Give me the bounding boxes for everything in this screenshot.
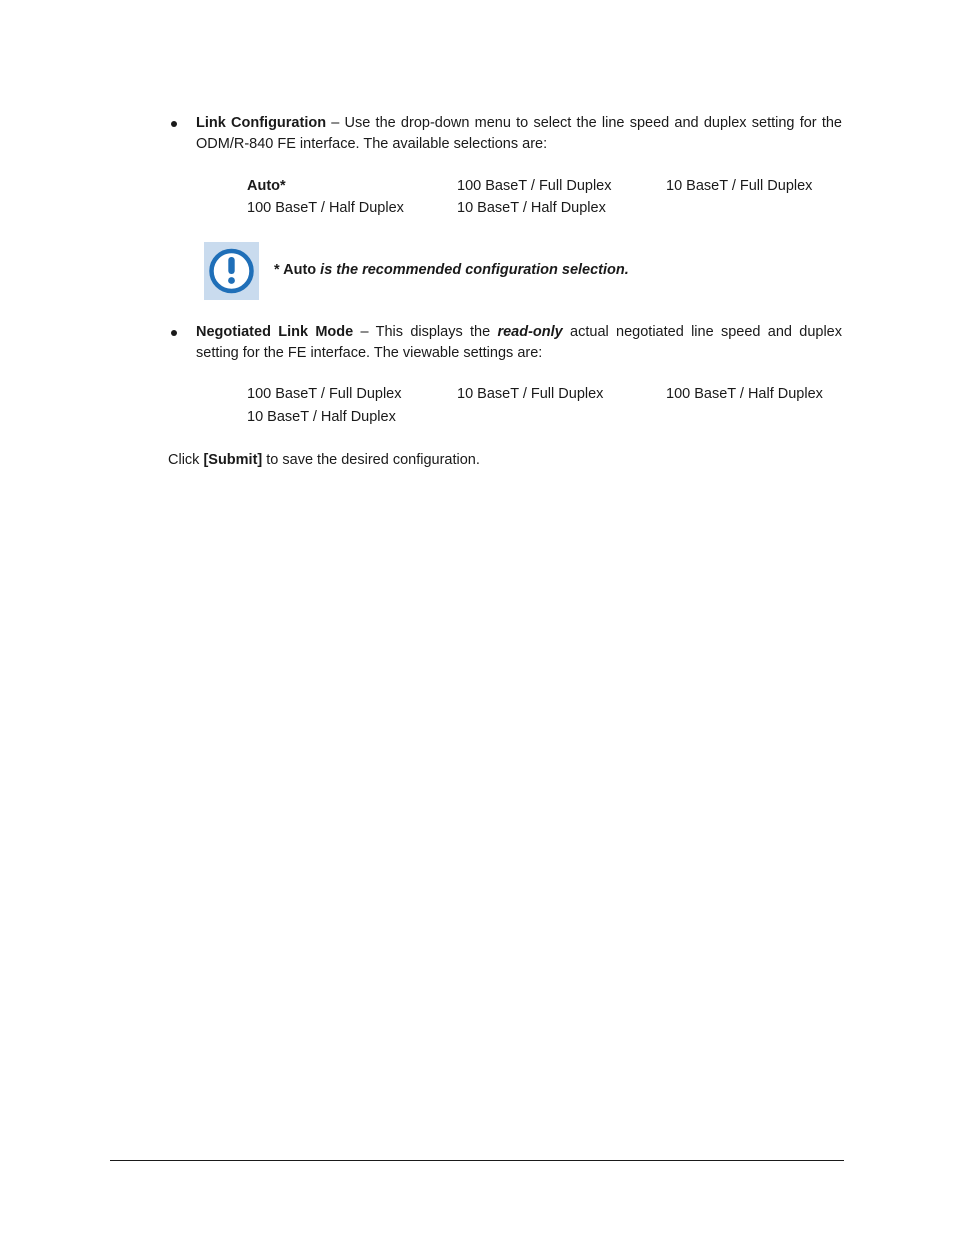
link-configuration-paragraph	[196, 113, 842, 155]
option-10-full: 10 BaseT / Full Duplex	[666, 178, 813, 194]
negotiated-option-100-full: 100 BaseT / Full Duplex	[247, 386, 402, 402]
note-text	[274, 260, 629, 281]
read-only-emphasis: read-only	[497, 324, 563, 340]
note-body: is the recommended configuration selection.	[316, 262, 629, 278]
negotiated-description-b: actual negotiated line speed and duplex setting for the FE interface. The viewable settings are:	[196, 324, 842, 361]
negotiated-option-100-half: 100 BaseT / Half Duplex	[666, 386, 823, 402]
negotiated-option-10-half: 10 BaseT / Half Duplex	[247, 409, 396, 425]
submit-button-reference: [Submit]	[203, 452, 263, 468]
negotiated-description-a: – This displays the	[353, 324, 498, 340]
option-100-half: 100 BaseT / Half Duplex	[247, 200, 404, 216]
bullet-marker	[171, 330, 177, 336]
bullet-marker	[171, 121, 177, 127]
submit-instruction-pre: Click	[168, 452, 204, 468]
note-prefix: * Auto	[274, 262, 317, 278]
negotiated-link-mode-paragraph	[196, 322, 842, 364]
footer-divider	[110, 1160, 844, 1161]
link-configuration-term: Link Configuration	[196, 115, 327, 131]
submit-instruction-post: to save the desired configuration.	[262, 452, 480, 468]
submit-instruction	[168, 450, 480, 471]
note-icon-background	[204, 242, 259, 300]
negotiated-link-mode-term: Negotiated Link Mode	[196, 324, 354, 340]
option-auto: Auto*	[247, 178, 286, 194]
option-100-full: 100 BaseT / Full Duplex	[457, 178, 612, 194]
option-10-half: 10 BaseT / Half Duplex	[457, 200, 606, 216]
link-configuration-description: – Use the drop-down menu to select the line speed and duplex setting for the ODM/R-840 FE interface. The available selections are:	[196, 115, 842, 152]
exclamation-circle-icon	[204, 242, 259, 300]
negotiated-option-10-full: 10 BaseT / Full Duplex	[457, 386, 604, 402]
